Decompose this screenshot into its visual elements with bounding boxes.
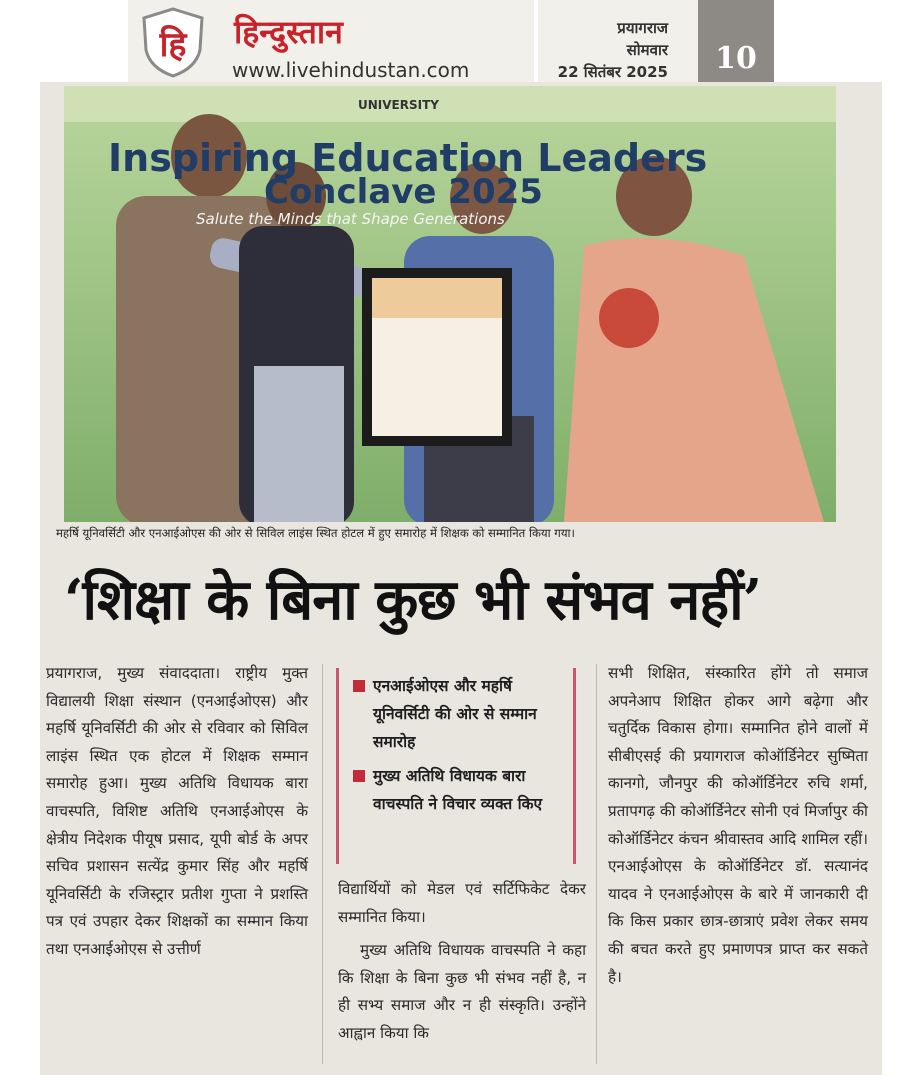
event-photo [64, 86, 836, 522]
highlight-text: मुख्य अतिथि विधायक बारा वाचस्पति ने विचार व्यक्त किए [373, 767, 543, 813]
certificate-frame [362, 268, 512, 446]
article-column-2 [338, 876, 586, 1048]
highlight-text: एनआईओएस और महर्षि यूनिवर्सिटी की ओर से सम्मान समारोह [373, 677, 537, 751]
university-banner-text: UNIVERSITY [358, 98, 439, 112]
masthead [128, 0, 774, 85]
hindustan-logo-icon [140, 6, 206, 78]
highlight-item [353, 762, 559, 818]
column-divider [596, 664, 597, 1064]
edition-city: प्रयागराज [617, 19, 668, 37]
highlight-item [353, 672, 559, 756]
article-headline: ‘शिक्षा के बिना कुछ भी संभव नहीं’ [64, 567, 762, 633]
masthead-divider [534, 0, 538, 84]
column-divider [322, 664, 323, 1064]
article-column-1 [46, 660, 308, 964]
banner-subtitle: Conclave 2025 [264, 172, 543, 212]
banner-title: Inspiring Education Leaders [108, 136, 708, 180]
highlights-box [336, 668, 576, 864]
svg-text:हि: हि [159, 25, 187, 65]
photo-caption: महर्षि यूनिवर्सिटी और एनआईओएस की ओर से सिविल लाइंस स्थित होटल में हुए समारोह में शिक्षक को सम्मानित किया गया। [56, 526, 575, 540]
banner-tagline: Salute the Minds that Shape Generations [196, 210, 505, 228]
column-2-para-1: विद्यार्थियों को मेडल एवं सर्टिफिकेट देकर सम्मानित किया। [338, 880, 586, 926]
square-bullet-icon [353, 770, 365, 782]
brand-name: हिन्दुस्तान [234, 13, 343, 51]
page-number: 10 [698, 0, 774, 84]
column-2-para-2: मुख्य अतिथि विधायक वाचस्पति ने कहा कि शिक्षा के बिना कुछ भी संभव नहीं है, न ही सभ्य समाज और न ही संस्कृति। उन्होंने आह्वान किया कि [338, 941, 586, 1042]
edition-day: सोमवार [626, 41, 668, 59]
website-url: www.livehindustan.com [232, 58, 470, 82]
edition-date: 22 सितंबर 2025 [557, 63, 668, 81]
square-bullet-icon [353, 680, 365, 692]
article-column-3 [608, 660, 868, 991]
column-1-text: प्रयागराज, मुख्य संवाददाता। राष्ट्रीय मुक्त विद्यालयी शिक्षा संस्थान (एनआईओएस) और महर्षि यूनिवर्सिटी की ओर से रविवार को सिविल लाइंस स्थित एक होटल में शिक्षक सम्मान समारोह हुआ। मुख्य अतिथि विधायक बारा वाचस्पति, विशिष्ट अतिथि एनआईओएस के क्षेत्रीय निदेशक पीयूष प्रसाद, यूपी बोर्ड के अपर सचिव प्रशासन सत्येंद्र कुमार सिंह और महर्षि यूनिवर्सिटी के रजिस्ट्रार प्रतीश गुप्ता ने प्रशस्ति पत्र एवं उपहार देकर शिक्षकों का सम्मान किया तथा एनआईओएस से उत्तीर्ण [46, 664, 308, 958]
column-3-text: सभी शिक्षित, संस्कारित होंगे तो समाज अपनेआप शिक्षित होकर आगे बढ़ेगा और चतुर्दिक विकास होगा। सम्मानित होने वालों में सीबीएसई की प्रयागराज कोऑर्डिनेटर सुष्मिता कानगो, जौनपुर की कोऑर्डिनेटर रुचि शर्मा, प्रतापगढ़ की कोऑर्डिनेटर सोनी एवं मिर्जापुर की कोऑर्डिनेटर कंचन श्रीवास्तव आदि शामिल रहीं। एनआईओएस के कोऑर्डिनेटर डॉ. सत्यानंद यादव ने एनआईओएस के बारे में जानकारी दी कि किस प्रकार छात्र-छात्राएं प्रवेश लेकर समय की बचत करते हुए प्रमाणपत्र प्राप्त कर सकते है। [608, 664, 868, 986]
